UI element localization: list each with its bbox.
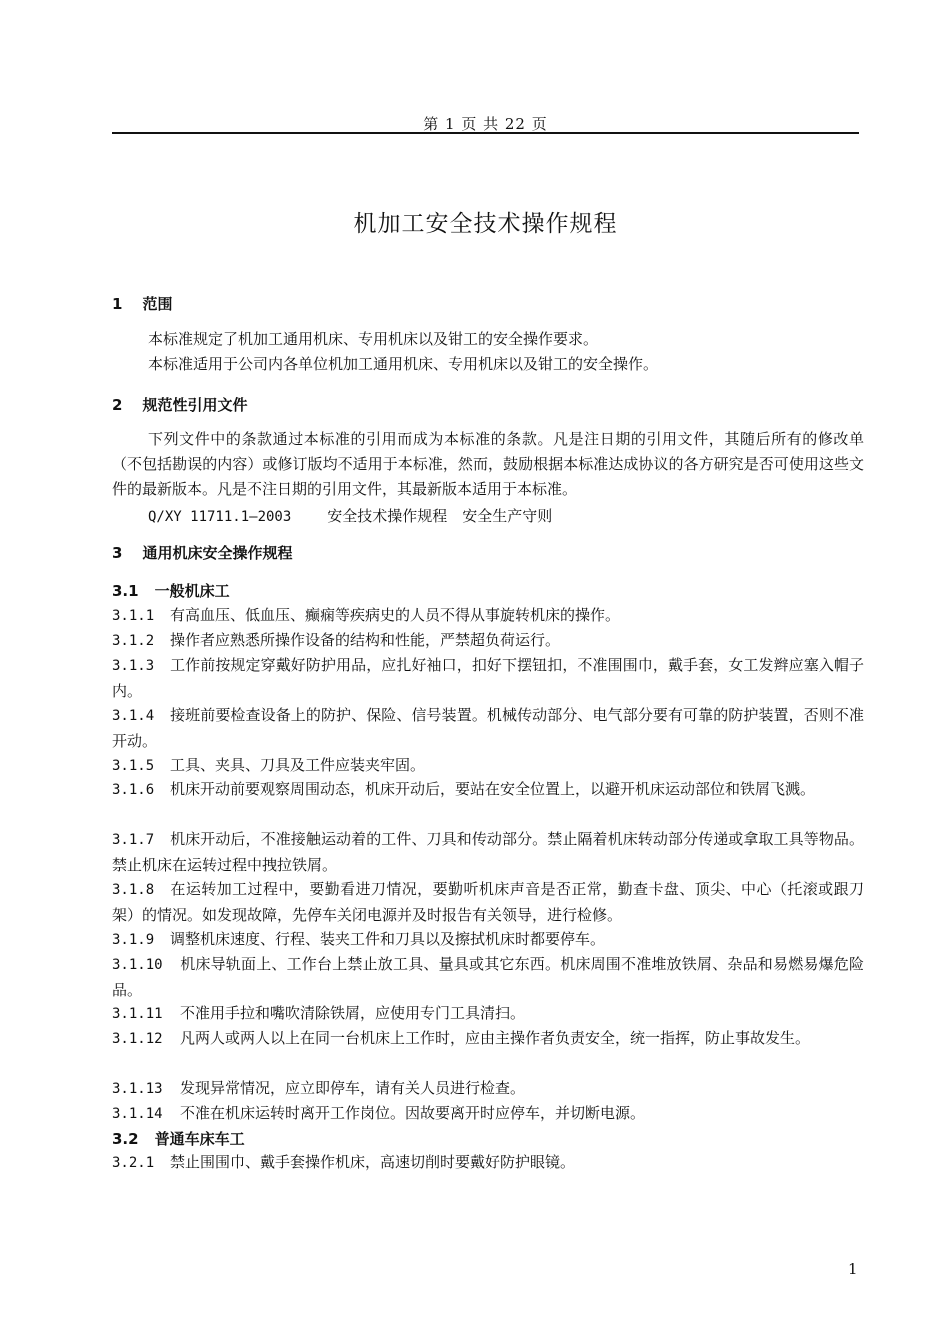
reference-code: Q/XY 11711.1—2003 <box>148 509 292 525</box>
header-rule <box>112 132 859 134</box>
subsection-title: 一般机床工 <box>154 582 230 600</box>
page-number: 1 <box>848 1260 858 1278</box>
subsection-title: 普通车床车工 <box>154 1130 245 1148</box>
clause: 3.1.13 发现异常情况，应立即停车，请有关人员进行检查。 <box>112 1079 526 1097</box>
subsection-3-2-heading <box>112 1128 245 1149</box>
clause: 3.1.5 工具、夹具、刀具及工件应装夹牢固。 <box>112 756 426 774</box>
section-title: 通用机床安全操作规程 <box>142 544 293 562</box>
subsection-3-1-heading <box>112 580 230 601</box>
clause: 3.1.10 机床导轨面上、工作台上禁止放工具、量具或其它东西。机床周围不准堆放铁屑、杂品和易燃易爆危险品。 <box>112 955 864 999</box>
section-number: 2 <box>112 396 123 414</box>
clause: 3.1.2 操作者应熟悉所操作设备的结构和性能，严禁超负荷运行。 <box>112 631 561 649</box>
paragraph: 本标准规定了机加工通用机床、专用机床以及钳工的安全操作要求。 <box>148 330 599 348</box>
clause: 3.1.11 不准用手拉和嘴吹清除铁屑，应使用专门工具清扫。 <box>112 1004 526 1022</box>
clause: 3.1.1 有高血压、低血压、癫痫等疾病史的人员不得从事旋转机床的操作。 <box>112 606 621 624</box>
clause: 3.1.3 工作前按规定穿戴好防护用品，应扎好袖口，扣好下摆钮扣，不准围围巾，戴手套，女工发辫应塞入帽子内。 <box>112 656 864 700</box>
clause: 3.1.4 接班前要检查设备上的防护、保险、信号装置。机械传动部分、电气部分要有可靠的防护装置，否则不准开动。 <box>112 706 864 750</box>
section-number: 1 <box>112 295 123 313</box>
section-2-heading <box>112 394 247 415</box>
section-number: 3 <box>112 544 123 562</box>
paragraph: 下列文件中的条款通过本标准的引用而成为本标准的条款。凡是注日期的引用文件，其随后所有的修改单（不包括勘误的内容）或修订版均不适用于本标准，然而，鼓励根据本标准达成协议的各方研究是否可使用这些文件的最新版本。凡是不注日期的引用文件，其最新版本适用于本标准。 <box>112 430 864 498</box>
clause: 3.1.9 调整机床速度、行程、装夹工件和刀具以及擦拭机床时都要停车。 <box>112 930 606 948</box>
reference-title: 安全技术操作规程 安全生产守则 <box>327 507 553 525</box>
clause: 3.1.8 在运转加工过程中，要勤看进刀情况，要勤听机床声音是否正常，勤查卡盘、顶尖、中心（托滚或跟刀架）的情况。如发现故障，先停车关闭电源并及时报告有关领导，进行检修。 <box>112 880 864 924</box>
clause: 3.2.1 禁止围围巾、戴手套操作机床，高速切削时要戴好防护眼镜。 <box>112 1153 576 1171</box>
clause: 3.1.12 凡两人或两人以上在同一台机床上工作时，应由主操作者负责安全，统一指挥，防止事故发生。 <box>112 1029 811 1047</box>
clause: 3.1.6 机床开动前要观察周围动态，机床开动后，要站在安全位置上，以避开机床运动部位和铁屑飞溅。 <box>112 780 816 798</box>
document-title: 机加工安全技术操作规程 <box>353 211 618 237</box>
section-3-heading <box>112 542 292 563</box>
subsection-number: 3.2 <box>112 1130 139 1148</box>
section-title: 范围 <box>142 295 173 313</box>
paragraph: 本标准适用于公司内各单位机加工通用机床、专用机床以及钳工的安全操作。 <box>148 355 659 373</box>
page-header: 第 1 页 共 22 页 <box>423 115 548 133</box>
section-title: 规范性引用文件 <box>142 396 248 414</box>
subsection-number: 3.1 <box>112 582 139 600</box>
section-1-heading <box>112 293 172 314</box>
clause: 3.1.7 机床开动后，不准接触运动着的工件、刀具和传动部分。禁止隔着机床转动部分传递或拿取工具等物品。禁止机床在运转过程中拽拉铁屑。 <box>112 830 864 874</box>
normative-reference <box>148 505 552 526</box>
clause: 3.1.14 不准在机床运转时离开工作岗位。因故要离开时应停车，并切断电源。 <box>112 1104 646 1122</box>
